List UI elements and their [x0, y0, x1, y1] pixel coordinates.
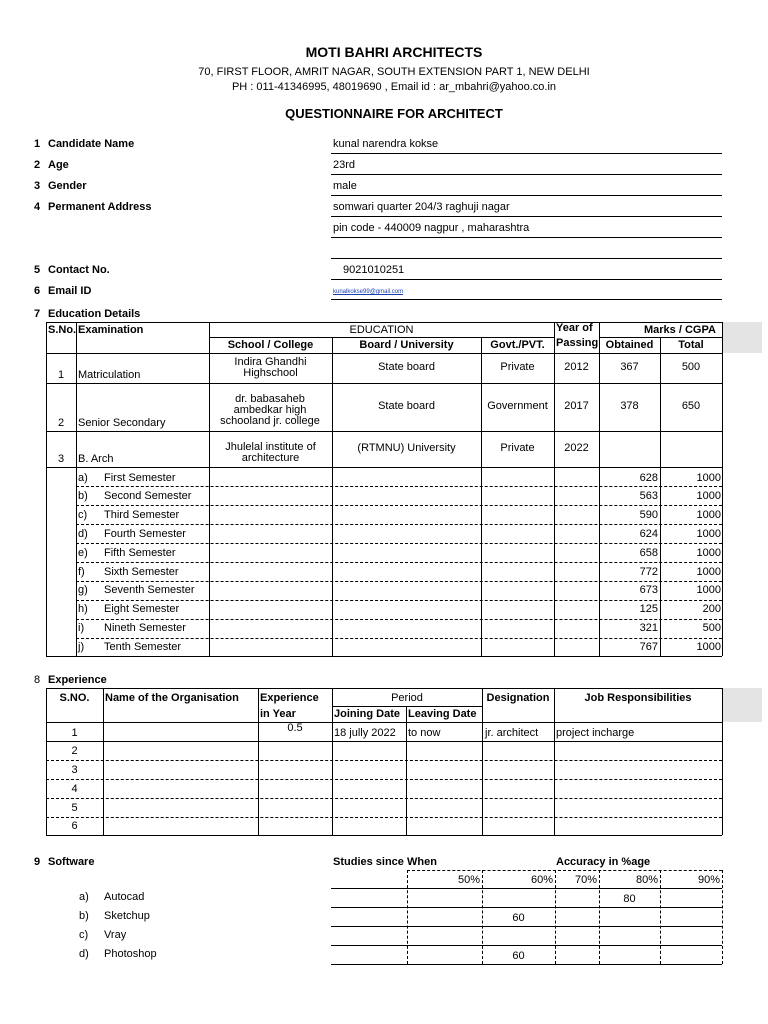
semester-name: Second Semester	[104, 490, 192, 502]
semester-letter: g)	[78, 584, 88, 596]
gender-label: Gender	[48, 180, 87, 192]
semester-letter: a)	[78, 472, 88, 484]
semester-total: 1000	[696, 566, 721, 578]
software-value: 60	[512, 912, 525, 924]
row-board: State board	[378, 400, 435, 412]
semester-letter: j)	[78, 641, 85, 653]
firm-address: 70, FIRST FLOOR, AMRIT NAGAR, SOUTH EXTENSION PART 1, NEW DELHI	[198, 66, 590, 78]
field-num: 5	[34, 264, 41, 276]
semester-total: 1000	[696, 472, 721, 484]
semester-obtained: 624	[639, 528, 658, 540]
experience-title: Experience	[48, 674, 107, 686]
software-title: Software	[48, 856, 95, 868]
pct-90: 90%	[697, 874, 720, 886]
software-value: 60	[512, 950, 525, 962]
semester-name: Tenth Semester	[104, 641, 182, 653]
firm-name: MOTI BAHRI ARCHITECTS	[305, 44, 483, 60]
semester-total: 200	[702, 603, 721, 615]
software-name: Photoshop	[104, 948, 157, 960]
contact-value: 9021010251	[343, 264, 405, 276]
address-label: Permanent Address	[48, 201, 152, 213]
row-sno: 3	[57, 453, 65, 465]
header-obtained: Obtained	[605, 339, 654, 351]
semester-name: First Semester	[104, 472, 176, 484]
header-govt: Govt./PVT.	[490, 339, 545, 351]
exp-row-sno: 3	[71, 764, 78, 776]
semester-name: Seventh Semester	[104, 584, 195, 596]
semester-name: Fifth Semester	[104, 547, 176, 559]
software-name: Sketchup	[104, 910, 150, 922]
row-year: 2017	[564, 400, 589, 412]
exp-row-years: 0.5	[287, 722, 303, 734]
pct-70: 70%	[574, 874, 597, 886]
age-value: 23rd	[333, 159, 356, 171]
address-line-1: somwari quarter 204/3 raghuji nagar	[333, 201, 510, 213]
header-examination: Examination	[78, 324, 144, 336]
semester-letter: f)	[78, 566, 85, 578]
semester-name: Third Semester	[104, 509, 180, 521]
pct-80: 80%	[635, 874, 658, 886]
semester-obtained: 321	[639, 622, 658, 634]
exp-header-job: Job Responsibilities	[584, 692, 692, 704]
row-school: Jhulelal institute of architecture	[225, 441, 316, 464]
exp-header-in-year: in Year	[260, 708, 296, 720]
header-board: Board / University	[359, 339, 454, 351]
semester-letter: d)	[78, 528, 88, 540]
semester-letter: c)	[78, 509, 88, 521]
candidate-name-label: Candidate Name	[48, 138, 135, 150]
software-letter: b)	[79, 910, 89, 922]
field-num: 4	[34, 201, 41, 213]
semester-obtained: 767	[639, 641, 658, 653]
header-school: School / College	[227, 339, 314, 351]
exp-row-sno: 4	[71, 783, 78, 795]
semester-total: 1000	[696, 528, 721, 540]
section-num: 9	[34, 856, 41, 868]
semester-letter: h)	[78, 603, 88, 615]
exp-header-joining: Joining Date	[334, 708, 401, 720]
header-education: EDUCATION	[349, 324, 414, 336]
software-name: Autocad	[104, 891, 145, 903]
semester-total: 500	[702, 622, 721, 634]
section-num: 8	[34, 674, 41, 686]
header-marks: Marks / CGPA	[644, 324, 716, 336]
semester-name: Sixth Semester	[104, 566, 179, 578]
row-govt: Private	[500, 442, 535, 454]
exp-row-joining: 18 jully 2022	[334, 727, 396, 739]
firm-contact: PH : 011-41346995, 48019690 , Email id : ar_mbahri@yahoo.co.in	[231, 81, 557, 93]
row-year: 2022	[564, 442, 589, 454]
email-label: Email ID	[48, 285, 92, 297]
exp-row-sno: 6	[71, 820, 78, 832]
field-num: 1	[34, 138, 41, 150]
semester-total: 1000	[696, 584, 721, 596]
semester-obtained: 563	[639, 490, 658, 502]
gender-value: male	[333, 180, 357, 192]
semester-obtained: 125	[639, 603, 658, 615]
software-letter: d)	[79, 948, 89, 960]
row-sno: 1	[57, 369, 65, 381]
row-total: 500	[681, 361, 701, 373]
row-obtained: 367	[620, 361, 639, 373]
header-year: Year of	[556, 322, 593, 334]
exp-header-sno: S.NO.	[59, 692, 90, 704]
accuracy-label: Accuracy in %age	[556, 856, 651, 868]
field-num: 3	[34, 180, 41, 192]
pct-50: 50%	[457, 874, 480, 886]
row-sno: 2	[57, 417, 65, 429]
row-exam: B. Arch	[78, 453, 114, 465]
semester-letter: i)	[78, 622, 85, 634]
software-letter: a)	[79, 891, 89, 903]
semester-obtained: 590	[639, 509, 658, 521]
exp-header-org: Name of the Organisation	[105, 692, 239, 704]
semester-name: Eight Semester	[104, 603, 180, 615]
header-sno: S.No.	[48, 324, 77, 336]
semester-obtained: 658	[639, 547, 658, 559]
semester-letter: e)	[78, 547, 88, 559]
exp-header-designation: Designation	[486, 692, 550, 704]
row-school: Indira Ghandhi Highschool	[234, 356, 307, 379]
row-govt: Private	[500, 361, 535, 373]
software-value: 80	[623, 893, 636, 905]
field-num: 6	[34, 285, 41, 297]
row-board: State board	[378, 361, 435, 373]
header-passing: Passing	[556, 337, 599, 349]
row-exam: Senior Secondary	[78, 417, 166, 429]
row-exam: Matriculation	[78, 369, 141, 381]
header-total: Total	[678, 339, 704, 351]
semester-obtained: 628	[639, 472, 658, 484]
software-name: Vray	[104, 929, 127, 941]
age-label: Age	[48, 159, 69, 171]
email-value[interactable]: kunalkokse99@gmail.com	[333, 289, 404, 295]
address-line-2: pin code - 440009 nagpur , maharashtra	[333, 222, 530, 234]
exp-header-period: Period	[391, 692, 423, 704]
exp-row-sno: 1	[71, 727, 78, 739]
semester-letter: b)	[78, 490, 88, 502]
exp-row-job: project incharge	[556, 727, 635, 739]
row-total: 650	[681, 400, 701, 412]
exp-row-sno: 5	[71, 802, 78, 814]
semester-total: 1000	[696, 509, 721, 521]
software-letter: c)	[79, 929, 89, 941]
semester-obtained: 772	[639, 566, 658, 578]
semester-obtained: 673	[639, 584, 658, 596]
row-board: (RTMNU) University	[357, 442, 456, 454]
candidate-name-value: kunal narendra kokse	[333, 138, 439, 150]
form-title: QUESTIONNAIRE FOR ARCHITECT	[285, 106, 503, 121]
semester-name: Nineth Semester	[104, 622, 186, 634]
studies-since-label: Studies since When	[333, 856, 437, 868]
row-obtained: 378	[620, 400, 639, 412]
row-school: dr. babasaheb ambedkar high schooland jr. college	[220, 393, 320, 427]
semester-total: 1000	[696, 641, 721, 653]
exp-row-designation: jr. architect	[485, 727, 539, 739]
exp-header-experience: Experience	[260, 692, 319, 704]
exp-row-leaving: to now	[408, 727, 441, 739]
semester-name: Fourth Semester	[104, 528, 186, 540]
exp-header-leaving: Leaving Date	[408, 708, 477, 720]
pct-60: 60%	[530, 874, 553, 886]
semester-total: 1000	[696, 547, 721, 559]
field-num: 2	[34, 159, 41, 171]
section-num: 7	[34, 308, 41, 320]
semester-total: 1000	[696, 490, 721, 502]
contact-label: Contact No.	[48, 264, 110, 276]
education-title: Education Details	[48, 308, 141, 320]
row-year: 2012	[564, 361, 589, 373]
row-govt: Government	[487, 400, 548, 412]
exp-row-sno: 2	[71, 745, 78, 757]
